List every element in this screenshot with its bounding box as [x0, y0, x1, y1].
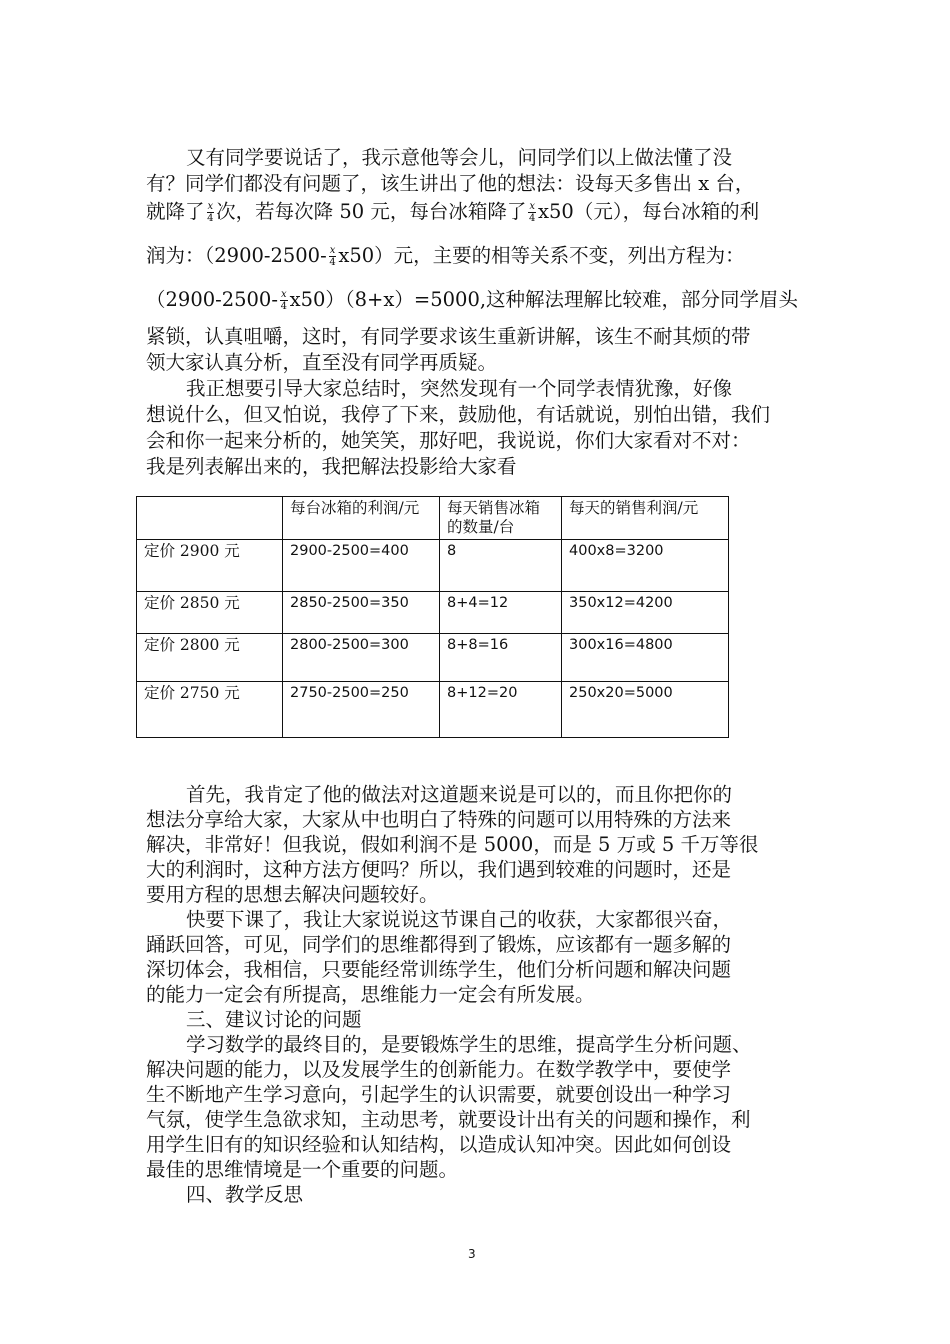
fraction-denominator: 4: [529, 213, 536, 224]
paragraph-line: 的能力一定会有所提高，思维能力一定会有所发展。: [146, 983, 595, 1006]
fraction-x-over-4: [528, 201, 536, 224]
section-heading: 四、教学反思: [186, 1183, 304, 1206]
table-header-cell: 每天销售冰箱的数量/台: [440, 497, 562, 540]
paragraph-line: 大的利润时，这种方法方便吗？所以，我们遇到较难的问题时，还是: [146, 858, 732, 881]
paragraph-line: [146, 288, 798, 312]
table-cell: 8+4=12: [440, 592, 562, 634]
fraction-x-over-4: [207, 201, 215, 224]
text-span: x50）（8+x）=5000,这种解法理解比较难，部分同学眉头: [289, 288, 799, 311]
pricing-table: [136, 496, 729, 738]
paragraph-line: 想说什么，但又怕说，我停了下来，鼓励他，有话就说，别怕出错，我们: [146, 403, 771, 426]
table-row: [137, 540, 729, 592]
paragraph-line: 踊跃回答，可见，同学们的思维都得到了锻炼，应该都有一题多解的: [146, 933, 732, 956]
paragraph-line: 又有同学要说话了，我示意他等会儿，问同学们以上做法懂了没: [186, 146, 733, 169]
paragraph-line: 紧锁，认真咀嚼，这时，有同学要求该生重新讲解，该生不耐其烦的带: [146, 325, 751, 348]
text-span: x50（元），每台冰箱的利: [538, 200, 760, 223]
table-cell: 2750-2500=250: [283, 682, 440, 738]
paragraph-line: 领大家认真分析，直至没有同学再质疑。: [146, 351, 498, 374]
paragraph-line: 快要下课了，我让大家说说这节课自己的收获，大家都很兴奋，: [186, 908, 733, 931]
paragraph-line: 用学生旧有的知识经验和认知结构，以造成认知冲突。因此如何创设: [146, 1133, 732, 1156]
text-span: 润为：（2900-2500-: [146, 244, 327, 267]
table-cell: 8: [440, 540, 562, 592]
text-span: （2900-2500-: [146, 288, 278, 311]
fraction-denominator: 4: [207, 213, 214, 224]
table-row: [137, 634, 729, 682]
fraction-numerator: x: [329, 245, 336, 256]
paragraph-line: 生不断地产生学习意向，引起学生的认识需要，就要创设出一种学习: [146, 1083, 732, 1106]
table-cell: 定价 2850 元: [137, 592, 283, 634]
fraction-denominator: 4: [329, 257, 336, 268]
text-span: 次，若每次降 50 元，每台冰箱降了: [216, 200, 527, 223]
paragraph-line: 解决，非常好！但我说，假如利润不是 5000，而是 5 万或 5 千万等很: [146, 833, 759, 856]
paragraph-line: 学习数学的最终目的，是要锻炼学生的思维，提高学生分析问题、: [186, 1033, 752, 1056]
section-heading: 三、建议讨论的问题: [186, 1008, 362, 1031]
fraction-x-over-4: [329, 245, 337, 268]
text-span: x50）元，主要的相等关系不变，列出方程为：: [338, 244, 745, 267]
paragraph-line: [146, 200, 759, 224]
table-row: [137, 592, 729, 634]
paragraph-line: 我是列表解出来的，我把解法投影给大家看: [146, 455, 517, 478]
paragraph-line: 解决问题的能力，以及发展学生的创新能力。在数学教学中，要使学: [146, 1058, 732, 1081]
table-header-row: [137, 497, 729, 540]
table-cell: 2800-2500=300: [283, 634, 440, 682]
fraction-numerator: x: [280, 289, 287, 300]
table-cell: 300x16=4800: [562, 634, 729, 682]
table-row: [137, 682, 729, 738]
table-cell: 350x12=4200: [562, 592, 729, 634]
table-cell: 定价 2750 元: [137, 682, 283, 738]
table-cell: 400x8=3200: [562, 540, 729, 592]
page-number: 3: [468, 1247, 476, 1261]
table-cell: 定价 2900 元: [137, 540, 283, 592]
paragraph-line: 气氛，使学生急欲求知，主动思考，就要设计出有关的问题和操作，利: [146, 1108, 751, 1131]
paragraph-line: 要用方程的思想去解决问题较好。: [146, 883, 439, 906]
table-cell: 2900-2500=400: [283, 540, 440, 592]
table-header-cell: 每台冰箱的利润/元: [283, 497, 440, 540]
table-cell: 8+12=20: [440, 682, 562, 738]
paragraph-line: 深切体会，我相信，只要能经常训练学生，他们分析问题和解决问题: [146, 958, 732, 981]
fraction-numerator: x: [529, 201, 536, 212]
fraction-x-over-4: [280, 289, 288, 312]
fraction-numerator: x: [207, 201, 214, 212]
table-header-cell: 每天的销售利润/元: [562, 497, 729, 540]
paragraph-line: 首先，我肯定了他的做法对这道题来说是可以的，而且你把你的: [186, 783, 733, 806]
paragraph-line: 想法分享给大家，大家从中也明白了特殊的问题可以用特殊的方法来: [146, 808, 732, 831]
paragraph-line: 最佳的思维情境是一个重要的问题。: [146, 1158, 459, 1181]
paragraph-line: 会和你一起来分析的，她笑笑，那好吧，我说说，你们大家看对不对：: [146, 429, 751, 452]
table-cell: 定价 2800 元: [137, 634, 283, 682]
fraction-denominator: 4: [280, 301, 287, 312]
text-span: 就降了: [146, 200, 205, 223]
table-header-cell: [137, 497, 283, 540]
table-cell: 2850-2500=350: [283, 592, 440, 634]
table-cell: 8+8=16: [440, 634, 562, 682]
paragraph-line: 有？同学们都没有问题了，该生讲出了他的想法：设每天多售出 x 台，: [146, 172, 755, 195]
paragraph-line: [146, 244, 745, 268]
table-cell: 250x20=5000: [562, 682, 729, 738]
paragraph-line: 我正想要引导大家总结时，突然发现有一个同学表情犹豫，好像: [186, 377, 733, 400]
